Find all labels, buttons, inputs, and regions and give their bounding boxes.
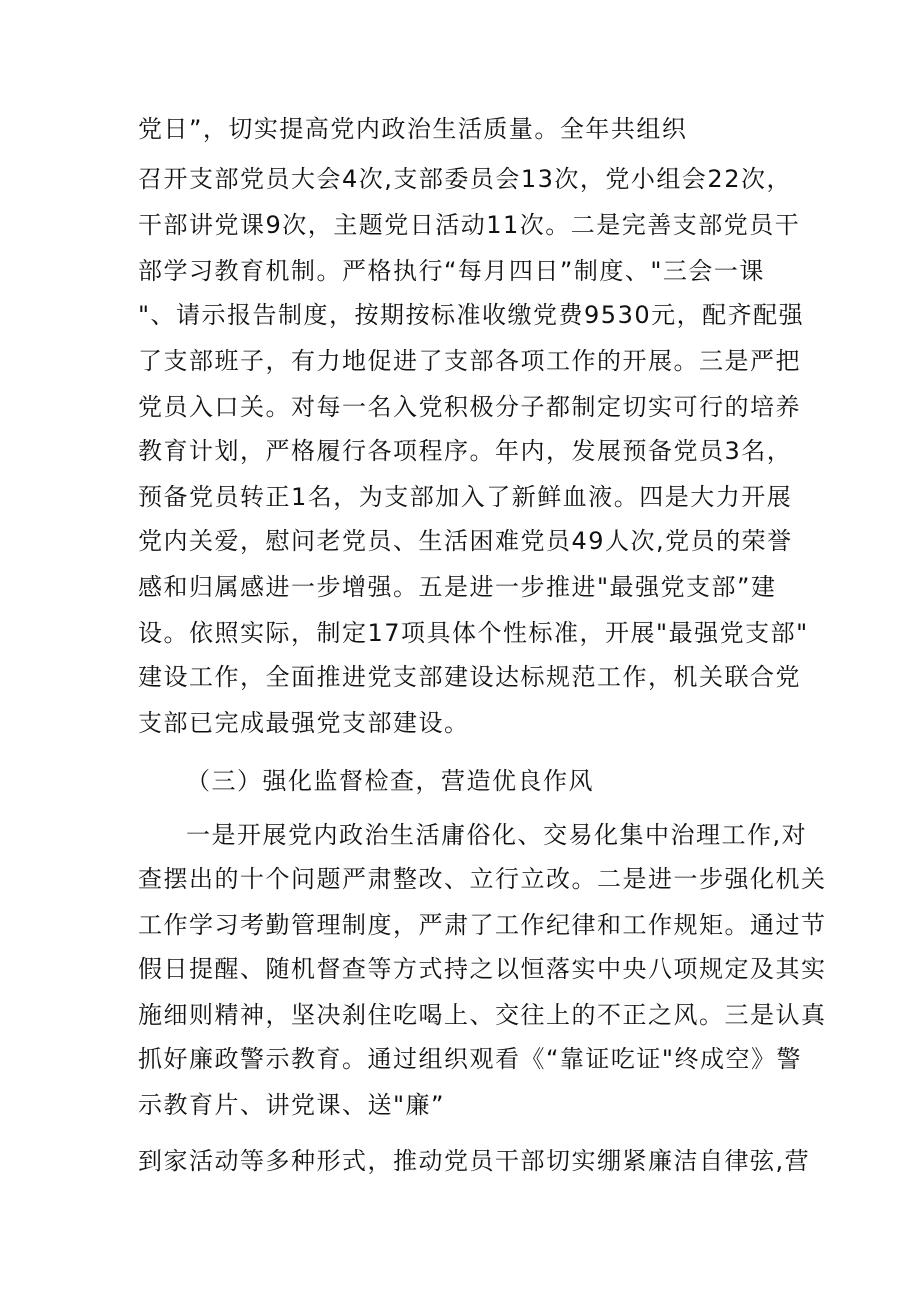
text-line: 设。依照实际，制定17项具体个性标准，开展"最强党支部" [138,619,809,647]
text-line: 一是开展党内政治生活庸俗化、交易化集中治理工作,对 [186,821,808,849]
text-line: 了支部班子，有力地促进了支部各项工作的开展。三是严把 [138,347,801,375]
text-line: 抓好廉政警示教育。通过组织观看《“靠证吃证"终成空》警 [138,1045,802,1073]
text-line: 假日提醒、随机督查等方式持之以恒落实中央八项规定及其实 [138,955,827,983]
text-line: 召开支部党员大会4次,支部委员会13次，党小组会22次， [138,165,792,193]
text-line: 建设工作，全面推进党支部建设达标规范工作，机关联合党 [138,663,801,691]
text-line: 部学习教育机制。严格执行“每月四日”制度、"三会一课 [138,257,765,285]
text-line: 到家活动等多种形式，推动党员干部切实绷紧廉洁自律弦,营 [138,1147,811,1175]
text-line: 预备党员转正1名，为支部加入了新鲜血液。四是大力开展 [138,483,793,511]
text-line: 示教育片、讲党课、送"廉” [138,1091,445,1119]
section-heading: （三）强化监督检查，营造优良作风 [186,767,594,795]
text-line: 施细则精神，坚决刹住吃喝上、交往上的不正之风。三是认真 [138,1001,827,1029]
text-line: 干部讲党课9次，主题党日活动11次。二是完善支部党员干 [138,211,801,239]
text-line: 感和归属感进一步增强。五是进一步推进"最强党支部”建 [138,573,777,601]
text-line: 支部已完成最强党支部建设。 [138,709,470,737]
text-line: "、请示报告制度，按期按标准收缴党费9530元，配齐配强 [138,301,805,329]
text-line: 工作学习考勤管理制度，严肃了工作纪律和工作规矩。通过节 [138,911,827,939]
text-line: 党内关爱，慰问老党员、生活困难党员49人次,党员的荣誉 [138,527,793,555]
text-line: 党日”，切实提高党内政治生活质量。全年共组织 [138,115,688,143]
text-line: 党员入口关。对每一名入党积极分子都制定切实可行的培养 [138,393,801,421]
text-line: 教育计划，严格履行各项程序。年内，发展预备党员3名， [138,437,793,465]
text-line: 查摆出的十个问题严肃整改、立行立改。二是进一步强化机关 [138,865,827,893]
